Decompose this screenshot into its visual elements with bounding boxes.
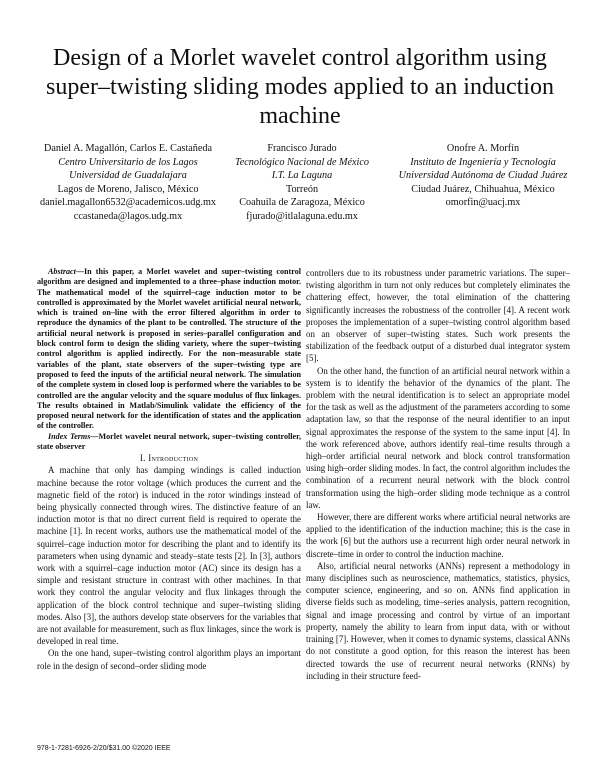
author-affiliation: Universidad Autónoma de Ciudad Juárez <box>398 170 568 182</box>
author-name: Onofre A. Morfín <box>446 143 520 154</box>
copyright-footer: 978-1-7281-6926-2/20/$31.00 ©2020 IEEE <box>37 745 171 752</box>
index-terms-label: Index Terms <box>48 431 91 441</box>
paragraph: controllers due to its robustness under parametric variations. The super–twisting algorithm in turn not only reduces but completely eliminates the chattering effect, however, the total elimination of the chattering significantly increases the robustness of the controller [4]. A recent work proposes the implementation of a super–twisting control algorithm based on an observer of super–twisting states. Such work presents the stabilization of the feedback output of a disturbed dual integrator system [5]. <box>306 268 570 364</box>
right-column <box>306 267 570 682</box>
left-column <box>37 267 301 672</box>
paper-title: Design of a Morlet wavelet control algorithm using super–twisting sliding modes applied to an induction machine <box>46 45 554 129</box>
index-terms <box>37 432 301 453</box>
section-heading: I. Introduction <box>139 453 199 464</box>
author-email: omorfin@uacj.mx <box>445 197 521 209</box>
paragraph: A machine that only has damping windings is called induction machine because the rotor voltage (which produces the current and the magnetic field of the rotor) is induced in the rotor windings instead of being physically connected through wires. The distinctive feature of an induction motor is that no direct current field is required to operate the machine [1]. In recent works, authors use the mathematical model of the squirrel–cage induction motor for describing the plant and to identify its parameters when using dynamic and steady–state tests [2]. In [3], authors work with a squirrel–cage induction motor (AC) since its design has a simple and resistant structure in contrast with other machines. In that work they control the angular velocity and flux linkages through the application of the block control technique and super–twisting sliding modes. Also [3], the authors develop state observers for the variables that are not available for measurement, such as flux linkages, since the work is developed in real time. <box>37 465 301 647</box>
author-name: Daniel A. Magallón, Carlos E. Castañeda <box>43 143 213 154</box>
author-affiliation: Centro Universitario de los Lagos <box>58 156 198 168</box>
abstract-label: Abstract <box>48 267 76 276</box>
paragraph: Also, artificial neural networks (ANNs) represent a methodology in many disciplines such as neuroscience, mathematics, statistics, physics, computer science, engineering, and so on. ANNs find application in diverse fields such as modeling, time–series analysis, pattern recognition, signal and image processing and control by virtue of an important property, namely the ability to learn from input data, with or without training [7]. However, when it comes to dynamic systems, classical ANNs do not constitute a good option, for this reason the interest has been directed towards the use of recurrent neural networks (RNNs) by including in their structure feed- <box>306 560 570 681</box>
author-email: ccastaneda@lagos.udg.mx <box>73 210 183 222</box>
author-location: Coahuila de Zaragoza, México <box>239 197 365 209</box>
paragraph: On the one hand, super–twisting control algorithm plays an important role in the design of second–order sliding mode <box>37 648 301 671</box>
author-affiliation: Instituto de Ingeniería y Tecnología <box>410 156 556 168</box>
author-block-2 <box>222 142 382 224</box>
paragraph: However, there are different works where artificial neural networks are applied to the identification of the induction machine; this is the case in the work [6] but the authors use a recurrent high order neural network in discrete–time in order to control the induction machine. <box>306 512 570 559</box>
author-affiliation: Universidad de Guadalajara <box>69 170 187 182</box>
author-location: Lagos de Moreno, Jalisco, México <box>57 183 199 195</box>
author-email: fjurado@itlalaguna.edu.mx <box>246 210 358 222</box>
author-affiliation: I.T. La Laguna <box>271 170 333 182</box>
index-terms-text: —Morlet wavelet neural network, super–twisting controller, state observer <box>37 431 302 452</box>
paragraph: On the other hand, the function of an artificial neural network within a system is to identify the behavior of the dynamics of the plant. The problem with the neural identification is to select an appropriate model for the task as well as the adjustment of the parameters according to some adaptation law, so that the response of the neural identifier to an input signal approximates the response of the system to the same input [4]. In the work referenced above, authors identify real–time results through a high–order artificial neural network and block control transformation using high–order sliding modes. In fact, the control algorithm includes the combination of a recurrent neural network with the block control transformation using the high–order sliding mode technique as a control law. <box>306 365 570 510</box>
abstract <box>37 267 301 432</box>
author-location: Torreón <box>285 183 319 195</box>
author-block-1 <box>28 142 228 224</box>
author-location: Ciudad Juárez, Chihuahua, México <box>411 183 555 195</box>
author-affiliation: Tecnológico Nacional de México <box>234 156 369 168</box>
author-block-3 <box>378 142 588 210</box>
author-name: Francisco Jurado <box>267 143 337 154</box>
author-email: daniel.magallon6532@academicos.udg.mx <box>39 197 216 209</box>
abstract-text: —In this paper, a Morlet wavelet and super–twisting control algorithm are designed and implemented to a three–phase induction motor. The mathematical model of the squirrel–cage induction motor to be controlled is approximated by the Morlet wavelet artificial neural network, which is trained on–line with the error filtered algorithm in order to reproduce the dynamics of the plant to be controlled. The structure of the artificial neural network is proposed in series–parallel configuration and block control form to design the sliding variety, where the super–twisting control algorithm is applied indirectly. For the non–measurable state variables of the plant, state observers of the super–twisting type are proposed to feed the inputs of the artificial neural network. The simulation of the complete system in closed loop is performed where the variables to be controlled are the angular velocity and the square modulus of flux linkages. The results obtained in Matlab/Simulink validate the efficiency of the proposed neural network for the identification of states and the application of the controller. <box>37 267 301 431</box>
